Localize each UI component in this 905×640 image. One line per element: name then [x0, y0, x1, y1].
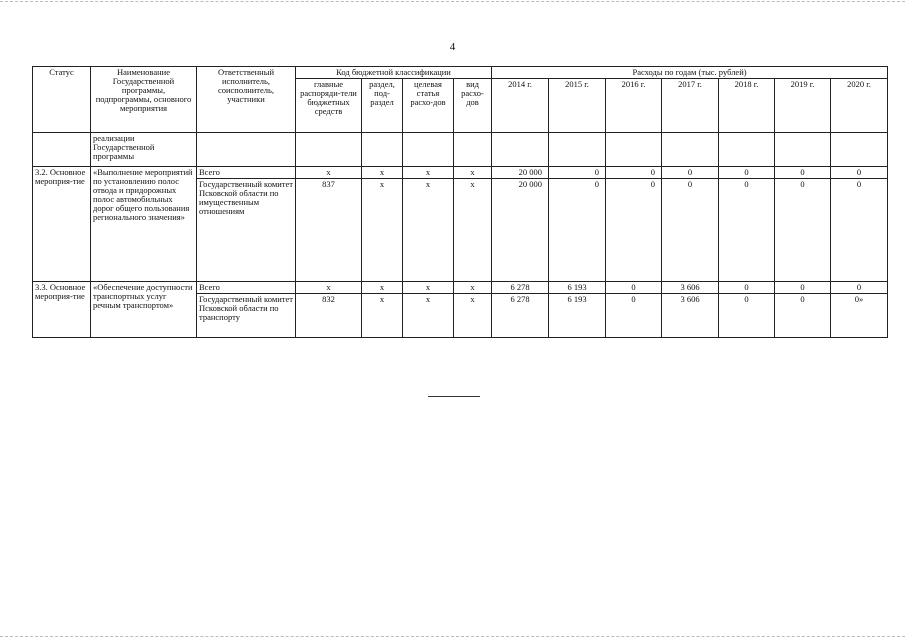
value-cell: 0: [831, 167, 888, 179]
value-cell: 0»: [831, 294, 888, 338]
value-cell: 0: [606, 167, 662, 179]
header-name: Наименование Государственной программы, подпрограммы, основного мероприятия: [91, 67, 197, 133]
header-year-2018: 2018 г.: [719, 79, 775, 133]
header-code-grbs: главные распоряди-тели бюджетных средств: [296, 79, 362, 133]
value-cell: 20 000: [492, 167, 549, 179]
header-code-section: раздел, под-раздел: [362, 79, 403, 133]
footer-separator-line: [428, 396, 480, 397]
value-cell: 0: [775, 294, 831, 338]
value-cell: 0: [606, 282, 662, 294]
value-cell: 20 000: [492, 179, 549, 282]
scan-top-edge: [0, 1, 905, 2]
header-status: Статус: [33, 67, 91, 133]
code-cell: х: [403, 179, 454, 282]
scan-bottom-edge: [0, 636, 905, 637]
value-cell: 0: [719, 282, 775, 294]
code-cell: 837: [296, 179, 362, 282]
value-cell: 6 278: [492, 294, 549, 338]
executor-cell: Всего: [197, 167, 296, 179]
header-year-2014: 2014 г.: [492, 79, 549, 133]
budget-table: [32, 66, 888, 338]
code-cell: х: [454, 179, 492, 282]
header-year-2019: 2019 г.: [775, 79, 831, 133]
value-cell: 0: [775, 167, 831, 179]
code-cell: х: [403, 167, 454, 179]
value-cell: 0: [719, 167, 775, 179]
value-cell: 0: [662, 167, 719, 179]
header-year-2017: 2017 г.: [662, 79, 719, 133]
table-row: [33, 282, 888, 294]
value-cell: 0: [775, 282, 831, 294]
value-cell: 6 193: [549, 282, 606, 294]
activity-name: «Обеспечение доступности транспортных услуг речным транспортом»: [91, 282, 197, 338]
value-cell: 6 193: [549, 294, 606, 338]
executor-cell: Государственный комитет Псковской области по транспорту: [197, 294, 296, 338]
header-row-1: [33, 67, 888, 79]
value-cell: 0: [662, 179, 719, 282]
value-cell: 0: [831, 179, 888, 282]
table-row: [33, 167, 888, 179]
code-cell: х: [403, 294, 454, 338]
value-cell: 0: [719, 179, 775, 282]
code-cell: х: [403, 282, 454, 294]
header-budget-code-group: Код бюджетной классификации: [296, 67, 492, 79]
value-cell: 0: [549, 167, 606, 179]
executor-cell: Государственный комитет Псковской области по имущественным отношениям: [197, 179, 296, 282]
code-cell: х: [362, 282, 403, 294]
value-cell: 3 606: [662, 282, 719, 294]
code-cell: х: [296, 167, 362, 179]
continuation-name: реализации Государственной программы: [91, 133, 197, 167]
header-year-2015: 2015 г.: [549, 79, 606, 133]
code-cell: х: [362, 167, 403, 179]
value-cell: 3 606: [662, 294, 719, 338]
header-expenses-group: Расходы по годам (тыс. рублей): [492, 67, 888, 79]
value-cell: 0: [549, 179, 606, 282]
continuation-row: [33, 133, 888, 167]
value-cell: 0: [606, 294, 662, 338]
code-cell: х: [454, 167, 492, 179]
value-cell: 0: [831, 282, 888, 294]
header-code-type: вид расхо-дов: [454, 79, 492, 133]
value-cell: 6 278: [492, 282, 549, 294]
header-year-2016: 2016 г.: [606, 79, 662, 133]
code-cell: х: [362, 294, 403, 338]
value-cell: 0: [775, 179, 831, 282]
code-cell: х: [454, 294, 492, 338]
value-cell: 0: [719, 294, 775, 338]
activity-status: 3.3. Основное мероприя-тие: [33, 282, 91, 338]
activity-name: «Выполнение мероприятий по установлению полос отвода и придорожных полос автомобильных дорог общего пользования регионального значения»: [91, 167, 197, 282]
header-year-2020: 2020 г.: [831, 79, 888, 133]
header-executor: Ответственный исполнитель, соисполнитель, участники: [197, 67, 296, 133]
page-number: 4: [449, 41, 456, 53]
code-cell: х: [454, 282, 492, 294]
header-code-target: целевая статья расхо-дов: [403, 79, 454, 133]
code-cell: х: [362, 179, 403, 282]
activity-status: 3.2. Основное мероприя-тие: [33, 167, 91, 282]
value-cell: 0: [606, 179, 662, 282]
code-cell: х: [296, 282, 362, 294]
executor-cell: Всего: [197, 282, 296, 294]
code-cell: 832: [296, 294, 362, 338]
